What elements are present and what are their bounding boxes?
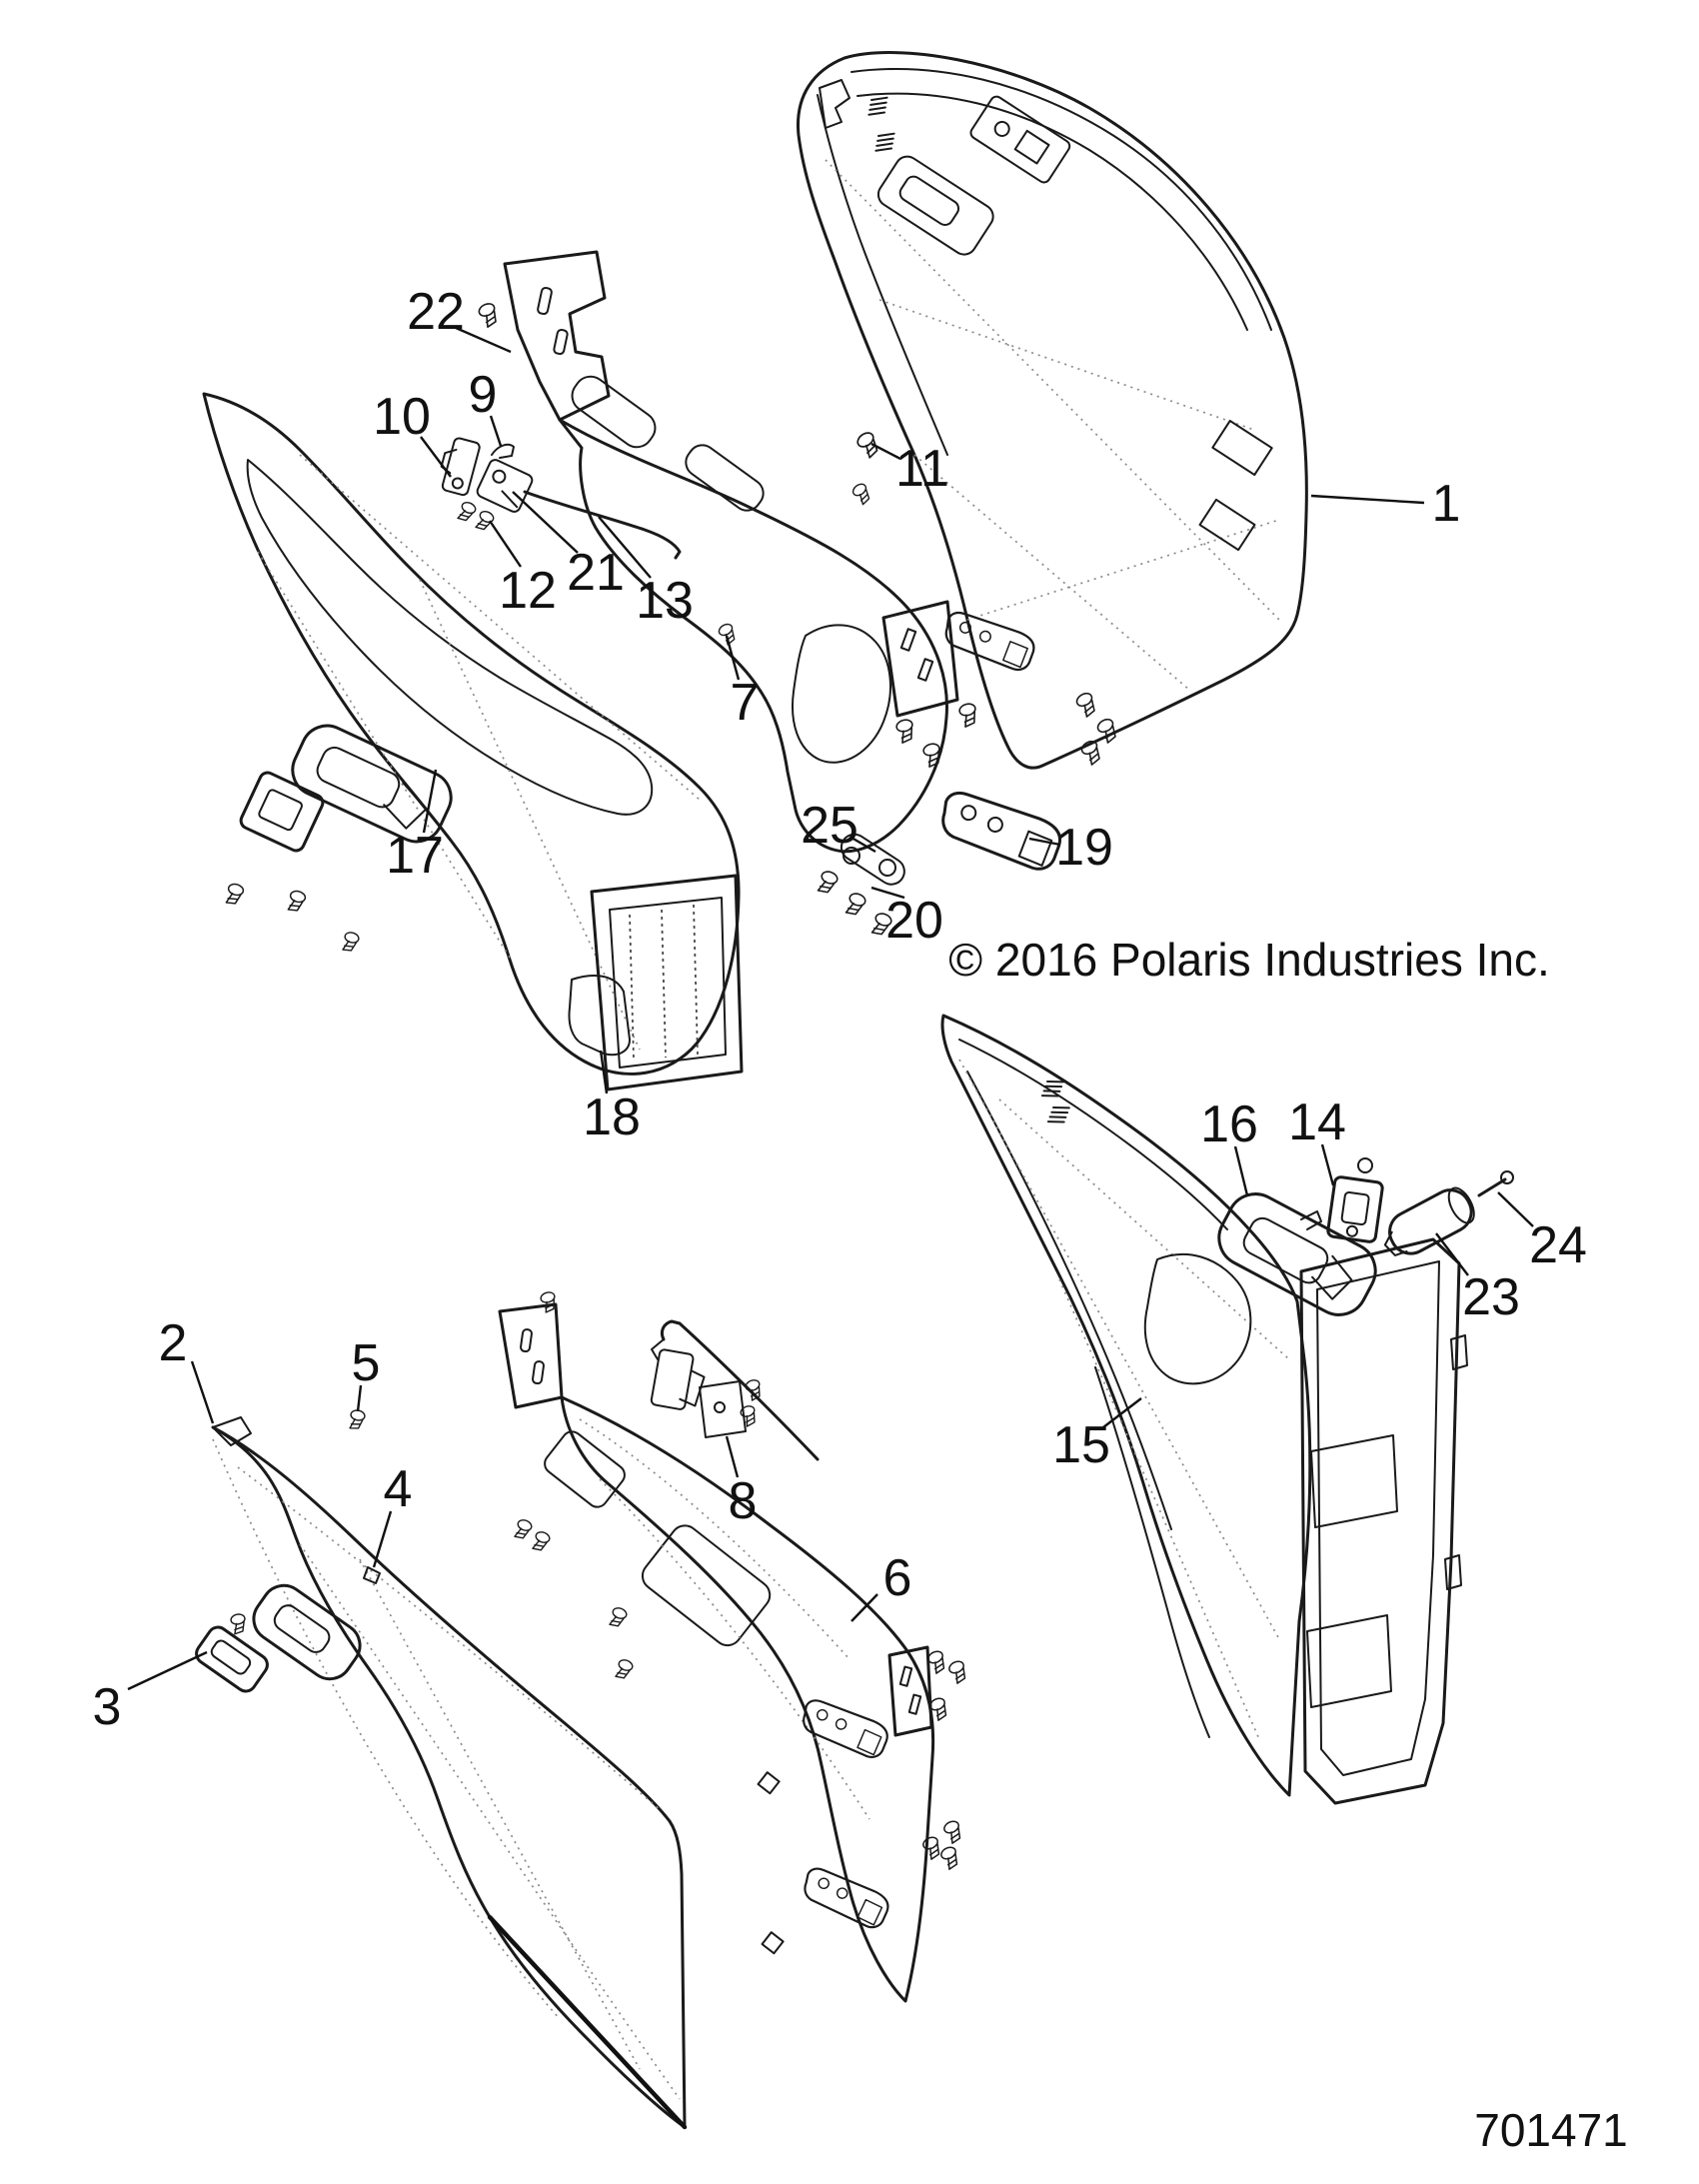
screw [958,703,979,728]
screw [609,1606,629,1629]
callout-13: 13 [636,572,694,630]
frame-outline [560,420,946,852]
latch-bracket [476,458,535,514]
callout-20: 20 [885,892,943,950]
callout-12: 12 [499,562,557,620]
latch-rod [492,445,514,458]
screw [615,1658,635,1681]
window-cutout [1145,1254,1251,1383]
screw [349,1409,366,1430]
callout-2: 2 [158,1314,188,1372]
door-hinge [942,612,1037,672]
callout-17: 17 [386,827,444,885]
inner-handle-cup [873,152,997,259]
door-outline [213,1427,685,2127]
spring-clip [868,95,886,117]
frame-window [681,440,769,516]
front-door-outer-panel [798,53,1306,769]
copyright-text: © 2016 Polaris Industries Inc. [948,934,1550,986]
frame-window [566,370,662,453]
callout-11: 11 [895,440,949,498]
clip-nut [763,1932,784,1953]
clip-nut [759,1772,780,1793]
screw-head [1358,1158,1372,1172]
callout-16-leader [1235,1146,1247,1195]
front-door-inner-panel [204,394,742,1090]
screw [745,1378,765,1401]
screw [845,892,866,918]
latch-cup [239,770,326,853]
callout-9: 9 [468,366,498,424]
callout-3-leader [128,1652,207,1689]
callout-12-leader [490,521,521,567]
callout-19: 19 [1055,819,1113,877]
callout-10: 10 [373,388,431,446]
door-outline [798,53,1306,769]
screw [939,1845,961,1870]
callout-24-leader [1498,1192,1533,1226]
callout-7: 7 [730,674,760,732]
callout-8: 8 [728,1472,758,1530]
latch-plate [968,94,1071,184]
callout-17-leader [424,770,436,833]
callout-4-leader [374,1511,391,1567]
figure-number-text: 701471 [1474,2104,1628,2156]
latch-actuator [1375,1182,1479,1264]
screw [225,883,245,906]
callout-2-leader [192,1361,213,1423]
frame-window [637,1520,776,1651]
door-outline [204,394,739,1074]
callout-14: 14 [1288,1093,1346,1151]
screw [514,1518,534,1541]
callout-8-leader [727,1436,738,1477]
upper-bracket [500,1304,562,1407]
screw [532,1530,552,1553]
screw [457,501,478,524]
callout-16: 16 [1200,1095,1258,1153]
screw [942,1819,964,1844]
callout-6-leader [851,1594,877,1621]
edge-bracket [1212,421,1271,475]
callout-25: 25 [801,797,858,855]
frame-window [541,1427,629,1510]
door-latch [651,1349,708,1412]
pillar-plate [1301,1239,1459,1803]
screw [475,510,496,533]
callout-24: 24 [1529,1216,1587,1274]
callout-18: 18 [583,1089,641,1146]
callout-21: 21 [567,544,625,602]
spring-clip [875,131,893,153]
callout-22: 22 [407,283,465,341]
screw [287,890,307,913]
callout-1: 1 [1431,475,1461,533]
rear-door-outer-panel [193,1409,685,2127]
screw [947,1659,969,1684]
callout-3: 3 [92,1678,122,1736]
rear-door-frame-assembly [500,1290,969,2001]
screw [477,302,501,328]
callout-5: 5 [351,1334,381,1392]
latch-plate [700,1381,746,1437]
spring-clip [1048,1102,1069,1126]
screw [817,870,839,896]
screw [230,1613,247,1634]
corner-bracket [820,80,850,128]
screw [342,931,360,953]
screw [855,430,882,459]
screw [895,719,916,744]
door-hinge [938,791,1065,871]
callout-6: 6 [882,1549,912,1607]
callout-15: 15 [1052,1416,1110,1474]
callout-1-leader [1311,496,1424,503]
frame-lower-cutout [793,625,890,762]
screw [1074,691,1099,718]
actuator-pin [1479,1179,1505,1195]
screw [850,482,872,506]
callout-4: 4 [383,1460,413,1518]
callout-23: 23 [1462,1268,1520,1326]
